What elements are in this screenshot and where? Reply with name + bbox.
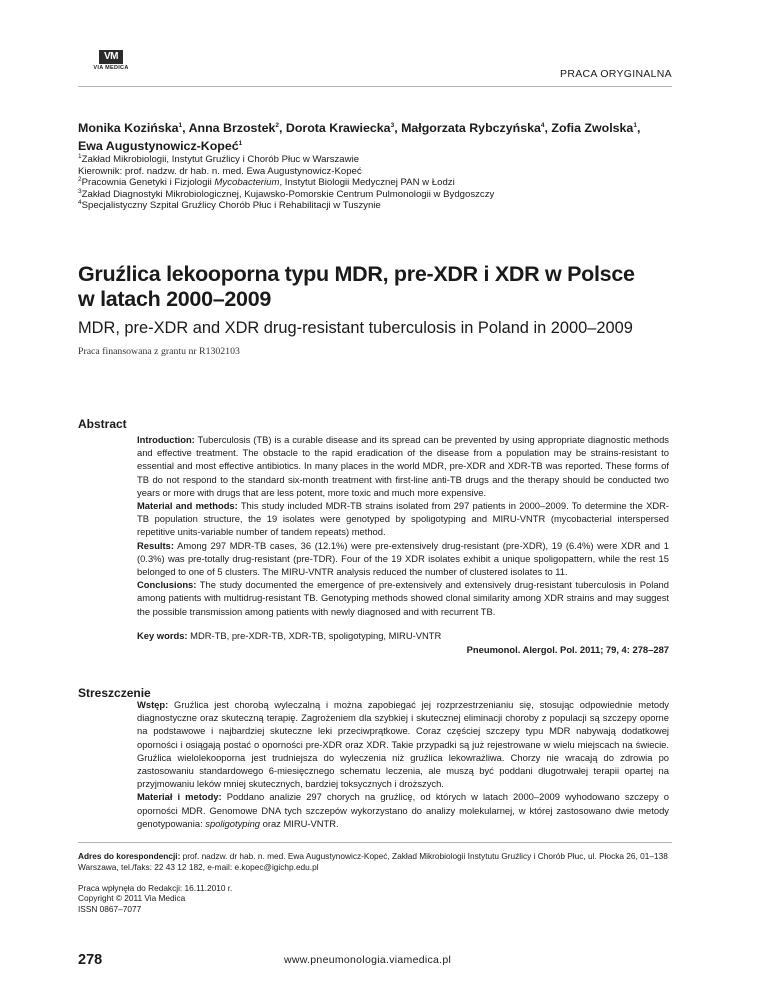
footer-divider	[78, 842, 672, 843]
keywords: Key words: MDR-TB, pre-XDR-TB, XDR-TB, spoligotyping, MIRU-VNTR	[137, 630, 442, 641]
author: Małgorzata Rybczyńska$^4$,	[401, 121, 552, 135]
author: Monika Kozińska$^1$,	[78, 121, 189, 135]
abstract-conclusions: Conclusions: The study documented the emergence of pre-extensively and extensively drug-resistant tuberculosis in Poland among patients with multidrug-resistant TB. Genotyping methods showed clonal similarity among XDR strains and may suggest the possible transmission among patients with newly diagnosed and with recurrent TB.	[137, 579, 669, 617]
affiliations	[78, 154, 678, 212]
article-title-english: MDR, pre-XDR and XDR drug-resistant tuberculosis in Poland in 2000–2009	[78, 319, 633, 337]
affiliation: $^2$Pracownia Genetyki i Fizjologii Mycobacterium, Instytut Biologii Medycznej PAN w Łodzi	[78, 176, 455, 189]
header-divider	[78, 86, 672, 87]
grant-note: Praca finansowana z grantu nr R1302103	[78, 346, 240, 357]
correspondence-address: Adres do korespondencji: prof. nadzw. dr hab. n. med. Ewa Augustynowicz-Kopeć, Zakład Mikrobiologii Instytutu Gruźlicy i Chorób Płuc, ul. Płocka 26, 01–138 Warszawa, tel./faks: 22 43 12 182, e-mail: e.kopec@igichp.edu.pl	[78, 851, 668, 872]
publication-info	[78, 883, 232, 914]
abstract-methods: Material and methods: This study included MDR-TB strains isolated from 297 patients in 2000–2009. To determine the XDR-TB population structure, the 19 isolates were genotyped by spoligotyping and MIRU-VNTR (mycobacterial interspersed repetitive units-variable number of tandem repeats) method.	[137, 500, 669, 538]
journal-citation: Pneumonol. Alergol. Pol. 2011; 79, 4: 278–287	[466, 644, 669, 655]
author-list	[78, 119, 690, 155]
logo-text: VIA MEDICA	[93, 65, 129, 71]
section-label: PRACA ORYGINALNA	[560, 68, 672, 80]
streszczenie-material: Materiał i metody: Poddano analizie 297 chorych na gruźlicę, od których w latach 2000–2009 wyhodowano szczepy o oporności MDR. Genomowe DNA tych szczepów wykorzystano do analizy molekularnej, w której zastosowano dwie metody genotypowania: spoligotyping oraz MIRU-VNTR.	[137, 791, 669, 829]
author: Ewa Augustynowicz-Kopeć$^1$	[78, 139, 243, 153]
author: Dorota Krawiecka$^3$,	[285, 121, 402, 135]
streszczenie-body	[137, 698, 669, 830]
affiliation: $^3$Zakład Diagnostyki Mikrobiologicznej, Kujawsko-Pomorskie Centrum Pulmonologii w Bydgoszczy	[78, 187, 495, 200]
abstract-heading: Abstract	[78, 417, 127, 431]
journal-website: www.pneumonologia.viamedica.pl	[284, 954, 452, 966]
received-date: Praca wpłynęła do Redakcji: 16.11.2010 r.	[78, 883, 233, 893]
abstract-body	[137, 433, 669, 618]
logo-mark: VM	[99, 50, 123, 64]
abstract-results: Results: Among 297 MDR-TB cases, 36 (12.1%) were pre-extensively drug-resistant (pre-XDR), 19 (6.4%) were XDR and 1 (0.3%) was pre-totally drug-resistant (pre-TDR). Four of the 19 XDR isolates exhibit a unique spoligopattern, while the rest 15 belonged to one of 5 clusters. The MIRU-VNTR analysis reduced the number of clustered isolates to 11.	[137, 539, 669, 578]
abstract-introduction: Introduction: Tuberculosis (TB) is a curable disease and its spread can be prevented by using appropriate diagnostic methods and effective treatment. The obstacle to the rapid eradication of the disease from a population may be strains-resistant to essential and most effective antibiotics. In many places in the world MDR, pre-XDR and XDR-TB was reported. These forms of TB do not respond to the standard six-month treatment with first-line anti-TB drugs and the therapy should be conducted two years or more with drugs that are less potent, more toxic and much more expensive.	[137, 434, 669, 498]
author: Anna Brzostek$^2$,	[188, 121, 286, 135]
copyright: Copyright © 2011 Via Medica	[78, 893, 186, 904]
affiliation-head: Kierownik: prof. nadzw. dr hab. n. med. Ewa Augustynowicz-Kopeć	[78, 165, 362, 177]
author: Zofia Zwolska$^1$,	[551, 121, 641, 135]
article-title-polish: Gruźlica lekooporna typu MDR, pre-XDR i XDR w Polsce w latach 2000–2009	[78, 262, 635, 311]
page-number: 278	[78, 952, 103, 968]
via-medica-logo	[86, 46, 136, 72]
streszczenie-wstep: Wstęp: Gruźlica jest chorobą wyleczalną i można zapobiegać jej rozprzestrzenianiu się, stosując odpowiednie metody diagnostyczne oraz skuteczną terapię. Zagrożeniem dla szybkiej i skutecznej eliminacji choroby z populacji są szczepy oporne na podstawowe i najbardziej skuteczne leki przeciwprątkowe. Coraz częściej szczepy typu MDR nabywają dodatkowej oporności i osiągają postać o oporności pre-XDR oraz XDR. Takie przypadki są już rejestrowane w wielu miejscach na świecie. Gruźlica wielolekooporna jest trudniejsza do wyleczenia niż gruźlica lekowrażliwa. Chorzy nie wracają do zdrowia po zastosowaniu standardowego 6-miesięcznego schematu leczenia, ale muszą być poddani długotrwałej terapii opartej na przyjmowaniu leków mniej skutecznych, bardziej toksycznych i droższych.	[137, 699, 669, 790]
issn: ISSN 0867–7077	[78, 903, 142, 914]
affiliation: $^1$Zakład Mikrobiologii, Instytut Gruźlicy i Chorób Płuc w Warszawie	[78, 152, 360, 165]
streszczenie-heading: Streszczenie	[78, 686, 151, 700]
affiliation: $^4$Specjalistyczny Szpital Gruźlicy Chorób Płuc i Rehabilitacji w Tuszynie	[78, 199, 381, 212]
